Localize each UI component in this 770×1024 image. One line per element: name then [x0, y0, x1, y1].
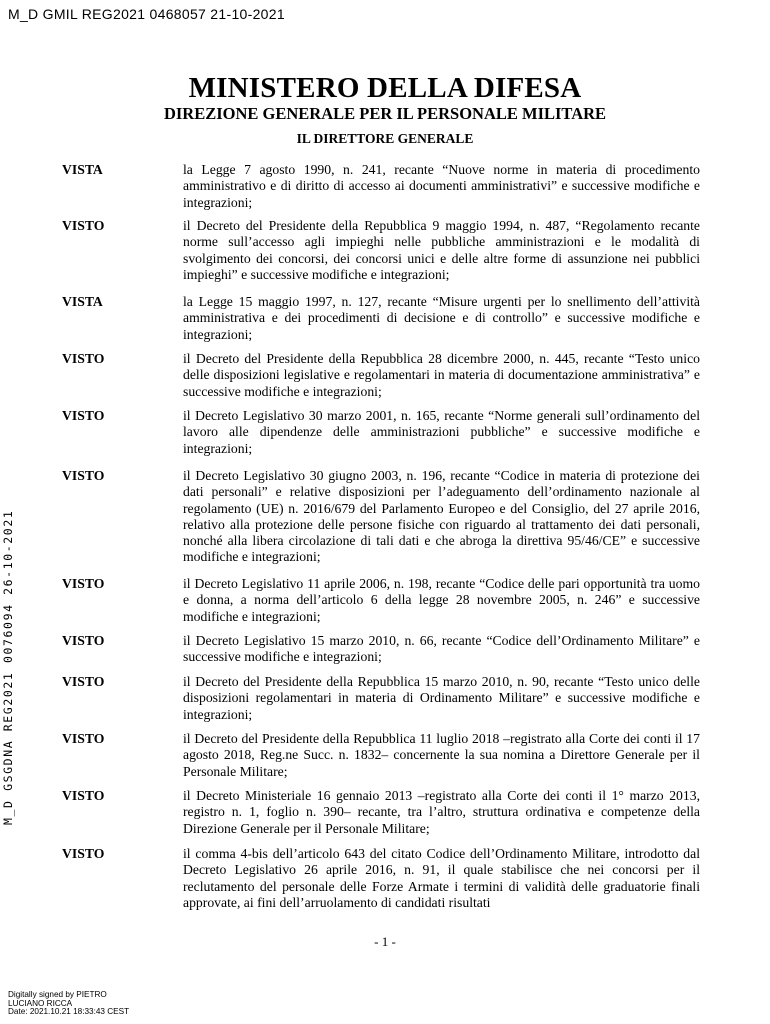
signature-line: LUCIANO RICCA: [8, 998, 73, 1008]
recital-entry: [62, 162, 700, 218]
recital-label: VISTO: [62, 408, 105, 423]
recital-entry: [62, 294, 700, 351]
recital-text: la Legge 15 maggio 1997, n. 127, recante “Misure urgenti per lo snellimento dell’attività amministrativa e dei procedimenti di decisione e di controllo” e successive modifiche e integrazioni;: [183, 294, 700, 342]
digital-signature: [8, 991, 129, 1017]
recital-entry: [62, 468, 700, 576]
recital-entry: [62, 408, 700, 468]
recital-entry: [62, 731, 700, 788]
recital-text: il Decreto del Presidente della Repubblica 28 dicembre 2000, n. 445, recante “Testo unico delle disposizioni legislative e regolamentari in materia di documentazione amministrativa” e successive modifiche e integrazioni;: [183, 351, 700, 399]
signature-date: Date: 2021.10.21 18:33:43 CEST: [8, 1007, 130, 1017]
recital-text: il Decreto Legislativo 30 giugno 2003, n. 196, recante “Codice in materia di protezione dei dati personali” e relative disposizioni per l’adeguamento dell’ordinamento nazionale al regolamento (UE) n. 2016/679 del Parlamento Europeo e del Consiglio, del 27 aprile 2016, relativo alla protezione delle persone fisiche con riguardo al trattamento dei dati personali, nonché alla libera circolazione di tali dati e che abroga la direttiva 95/46/CE” e successive modifiche e integrazioni;: [183, 468, 700, 565]
director-title: IL DIRETTORE GENERALE: [296, 131, 474, 146]
recital-text: la Legge 7 agosto 1990, n. 241, recante “Nuove norme in materia di procedimento amministrativo e di diritto di accesso ai documenti amministrativi” e successive modifiche e integrazioni;: [183, 162, 700, 210]
side-protocol-stamp: M_D GSGDNA REG2021 0076094 26-10-2021: [1, 509, 15, 825]
recital-label: VISTO: [62, 468, 105, 483]
recital-entry: [62, 846, 700, 916]
recital-label: VISTO: [62, 846, 105, 861]
recital-label: VISTO: [62, 674, 105, 689]
recital-text: il Decreto del Presidente della Repubblica 9 maggio 1994, n. 487, “Regolamento recante norme sull’accesso agli impieghi nelle pubbliche amministrazioni e le modalità di svolgimento dei concorsi, dei concorsi unici e delle altre forme di assunzione nei pubblici impieghi” e successive modifiche e integrazioni;: [183, 218, 700, 282]
recital-text: il Decreto Legislativo 30 marzo 2001, n. 165, recante “Norme generali sull’ordinamento del lavoro alle dipendenze delle amministrazioni pubbliche” e successive modifiche e integrazioni;: [183, 408, 700, 456]
recital-label: VISTO: [62, 576, 105, 591]
ministry-title: MINISTERO DELLA DIFESA: [188, 72, 582, 104]
signature-line: Digitally signed by PIETRO: [8, 990, 107, 999]
recital-text: il Decreto Legislativo 11 aprile 2006, n. 198, recante “Codice delle pari opportunità tra uomo e donna, a norma dell’articolo 6 della legge 28 novembre 2005, n. 246” e successive modifiche e integrazioni;: [183, 576, 700, 624]
recital-label: VISTA: [62, 162, 103, 177]
recital-entry: [62, 351, 700, 408]
page-number: - 1 -: [374, 934, 396, 949]
recital-label: VISTO: [62, 633, 105, 648]
recital-entry: [62, 218, 700, 294]
recital-entry: [62, 576, 700, 633]
recital-text: il Decreto del Presidente della Repubblica 15 marzo 2010, n. 90, recante “Testo unico delle disposizioni regolamentari in materia di Ordinamento Militare” e successive modifiche e integrazioni;: [183, 674, 700, 722]
recital-text: il Decreto Legislativo 15 marzo 2010, n. 66, recante “Codice dell’Ordinamento Militare” e successive modifiche e integrazioni;: [183, 633, 700, 665]
protocol-header: M_D GMIL REG2021 0468057 21-10-2021: [8, 6, 285, 22]
recital-label: VISTO: [62, 218, 105, 233]
recital-entry: [62, 788, 700, 846]
direction-title: DIREZIONE GENERALE PER IL PERSONALE MILITARE: [163, 104, 607, 123]
recital-entry: [62, 674, 700, 731]
recital-label: VISTO: [62, 788, 105, 803]
recital-text: il Decreto del Presidente della Repubblica 11 luglio 2018 –registrato alla Corte dei conti il 17 agosto 2018, Reg.ne Succ. n. 1832– concernente la sua nomina a Direttore Generale per il Personale Militare;: [183, 731, 700, 779]
recital-label: VISTA: [62, 294, 103, 309]
recital-text: il Decreto Ministeriale 16 gennaio 2013 –registrato alla Corte dei conti il 1° marzo 2013, registro n. 1, foglio n. 390– recante, tra l’altro, struttura ordinativa e competenze della Direzione Generale per il Personale Militare;: [183, 788, 700, 836]
recital-text: il comma 4-bis dell’articolo 643 del citato Codice dell’Ordinamento Militare, introdotto dal Decreto Legislativo 26 aprile 2016, n. 91, il quale stabilisce che nei concorsi per il reclutamento del personale delle Forze Armate i termini di validità delle graduatorie finali approvate, ai fini dell’arruolamento di candidati risultati: [183, 846, 700, 910]
recital-entry: [62, 633, 700, 674]
recitals-list: [62, 162, 700, 916]
recital-label: VISTO: [62, 351, 105, 366]
recital-label: VISTO: [62, 731, 105, 746]
